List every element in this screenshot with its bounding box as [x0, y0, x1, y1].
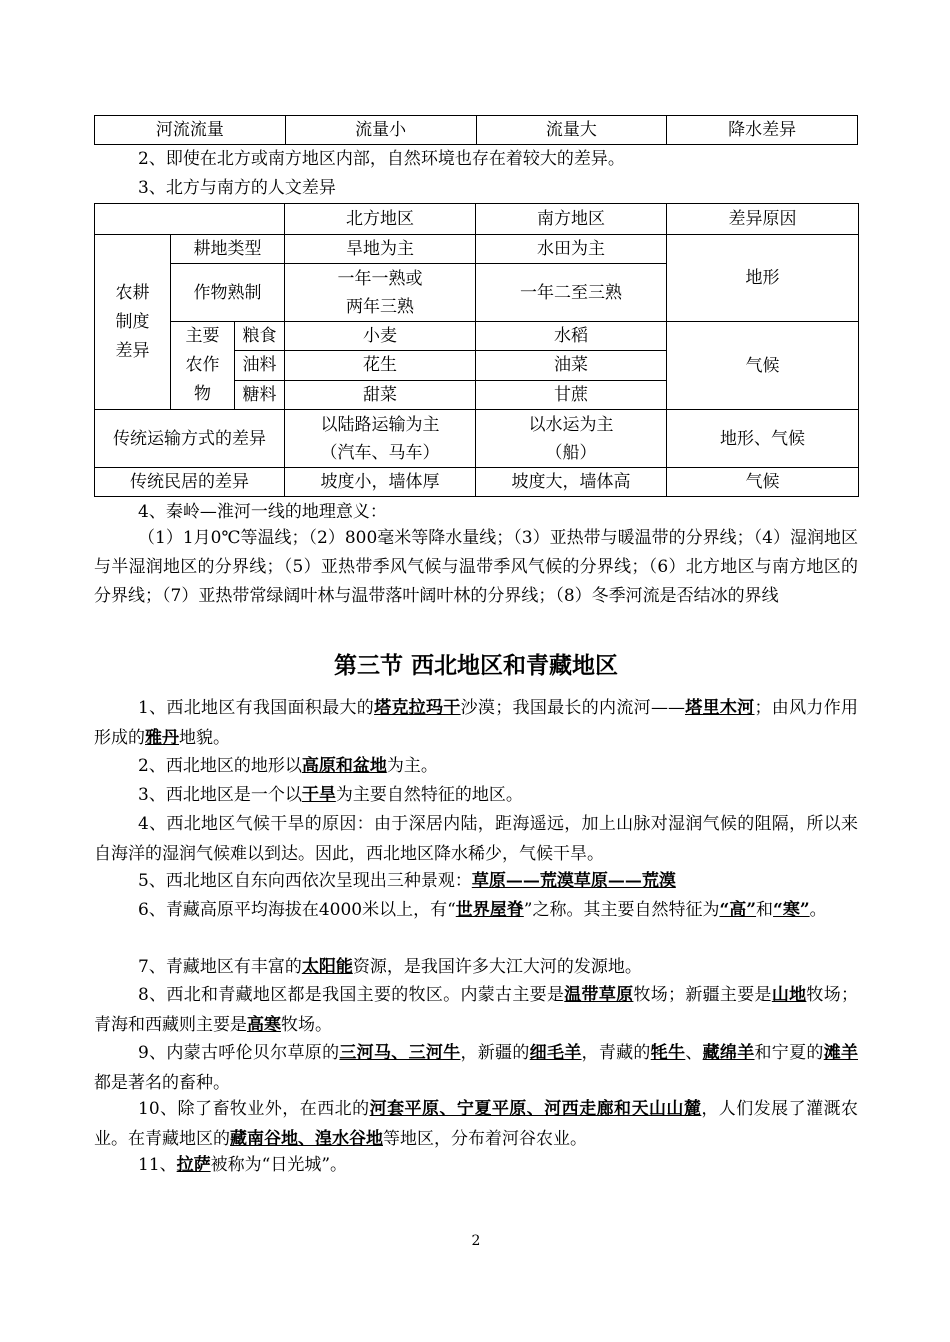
text: 都是著名的畜种。	[94, 1073, 230, 1093]
keyword: 塔克拉玛干	[374, 698, 461, 718]
list-item	[94, 780, 858, 810]
table-cell: 水田为主	[476, 235, 667, 264]
text: 3、西北地区是一个以	[138, 785, 302, 805]
table-cell: 甘蔗	[476, 380, 667, 409]
table-cell: 流量小	[285, 116, 476, 145]
north-south-humanities-table	[94, 203, 859, 497]
keyword: 雅丹	[145, 728, 179, 748]
text: 10、除了畜牧业外，在西北的	[138, 1099, 370, 1119]
river-flow-table	[94, 115, 858, 145]
table-cell: 地形、气候	[667, 410, 859, 468]
table-cell	[285, 410, 476, 468]
table-cell: 地形	[667, 235, 859, 322]
table-cell: 粮食	[235, 322, 285, 351]
text: 6、青藏高原平均海拔在4000米以上，有“	[138, 900, 456, 920]
text: 2、西北地区的地形以	[138, 756, 302, 776]
text: 为主。	[386, 756, 438, 776]
table-row	[95, 322, 859, 351]
keyword: 高寒	[247, 1015, 281, 1035]
text: 牧场；青海和西藏则主要是	[94, 985, 858, 1035]
table-cell: 油料	[235, 351, 285, 380]
table-cell: 耕地类型	[171, 235, 285, 264]
table-cell: 南方地区	[476, 204, 667, 235]
text: 被称为“日光城”。	[210, 1155, 348, 1175]
list-item	[94, 952, 858, 982]
table-cell: 北方地区	[285, 204, 476, 235]
keyword: 藏绵羊	[702, 1043, 755, 1063]
list-item	[94, 1150, 858, 1180]
list-item	[94, 895, 858, 925]
keyword: 温带草原	[564, 985, 634, 1005]
table-cell: 气候	[667, 322, 859, 410]
keyword: 世界屋脊	[455, 900, 524, 920]
text: 等地区，分布着河谷农业。	[383, 1129, 587, 1149]
table-cell: 农耕制度差异	[95, 235, 171, 410]
cell-line: 以水运为主	[528, 414, 614, 435]
table-cell: 流量大	[476, 116, 667, 145]
text: 牧场；新疆主要是	[633, 985, 772, 1005]
text: 8、西北和青藏地区都是我国主要的牧区。内蒙古主要是	[138, 985, 565, 1005]
paragraph: （1）1月0℃等温线；（2）800毫米等降水量线；（3）亚热带与暖温带的分界线；（4）湿润地区与半湿润地区的分界线；（5）亚热带季风气候与温带季风气候的分界线；（6）北方地区与南方地区的分界线；（7）亚热带常绿阔叶林与温带落叶阔叶林的分界线；（8）冬季河流是否结冰的界线	[94, 528, 858, 606]
keyword: 干旱	[301, 785, 336, 805]
table-cell: 甜菜	[285, 380, 476, 409]
table-row	[95, 235, 859, 264]
table-cell: 降水差异	[667, 116, 858, 145]
paragraph: 4、秦岭—淮河一线的地理意义：	[138, 502, 387, 522]
cell-line: 一年一熟或	[337, 268, 423, 289]
table-cell: 油菜	[476, 351, 667, 380]
table-cell: 坡度大，墙体高	[476, 468, 667, 497]
table-cell: 气候	[667, 468, 859, 497]
text: 沙漠；我国最长的内流河——	[460, 698, 685, 718]
keyword: “高”	[719, 900, 757, 920]
table-row	[95, 204, 859, 235]
keyword: 滩羊	[823, 1043, 858, 1063]
table-cell: 传统运输方式的差异	[95, 410, 285, 468]
table-row	[95, 116, 858, 145]
list-item	[94, 1094, 858, 1154]
table-cell: 花生	[285, 351, 476, 380]
table-row	[95, 468, 859, 497]
cell-line: （汽车、马车）	[320, 442, 440, 463]
table-cell	[476, 410, 667, 468]
table-row	[95, 410, 859, 468]
list-item	[94, 751, 858, 781]
table-cell: 糖料	[235, 380, 285, 409]
section-title: 第三节 西北地区和青藏地区	[333, 653, 618, 679]
keyword: 三河马、三河牛	[339, 1043, 461, 1063]
text: 为主要自然特征的地区。	[335, 785, 523, 805]
keyword: 塔里木河	[684, 698, 755, 718]
cell-line: 两年三熟	[346, 296, 415, 317]
table-cell: 水稻	[476, 322, 667, 351]
list-item	[94, 980, 858, 1040]
keyword: 细毛羊	[529, 1043, 582, 1063]
keyword: 牦牛	[650, 1043, 686, 1063]
table-cell: 小麦	[285, 322, 476, 351]
cell-line: （船）	[545, 442, 597, 463]
table-cell: 作物熟制	[171, 264, 285, 322]
paragraph: 2、即使在北方或南方地区内部，自然环境也存在着较大的差异。	[138, 149, 625, 169]
list-item	[94, 866, 858, 896]
list-item	[94, 1038, 858, 1098]
list-item: 4、西北地区气候干旱的原因：由于深居内陆，距海遥远，加上山脉对湿润气候的阻隔，所以来自海洋的湿润气候难以到达。因此，西北地区降水稀少，气候干旱。	[94, 814, 858, 864]
text: 牧场。	[281, 1015, 332, 1035]
paragraph: 3、北方与南方的人文差异	[138, 178, 336, 198]
cell-line: 以陆路运输为主	[320, 414, 440, 435]
page-number: 2	[471, 1233, 481, 1249]
text: 和宁夏的	[754, 1043, 824, 1063]
keyword: 藏南谷地、湟水谷地	[230, 1129, 383, 1149]
table-cell: 一年二至三熟	[476, 264, 667, 322]
text: 5、西北地区自东向西依次呈现出三种景观：	[138, 871, 472, 891]
table-cell: 旱地为主	[285, 235, 476, 264]
keyword: 草原——荒漠草原——荒漠	[471, 871, 676, 891]
text: 9、内蒙古呼伦贝尔草原的	[138, 1043, 340, 1063]
table-cell: 主要农作物	[171, 322, 235, 410]
table-cell: 传统民居的差异	[95, 468, 285, 497]
keyword: 太阳能	[301, 957, 353, 977]
text: ；由风力作用形成的	[94, 698, 859, 748]
table-cell: 坡度小，墙体厚	[285, 468, 476, 497]
table-cell: 差异原因	[667, 204, 859, 235]
text: ”之称。其主要自然特征为	[523, 900, 720, 920]
text: 、	[685, 1043, 703, 1063]
text: 和	[756, 900, 774, 920]
text: 。	[809, 900, 827, 920]
list-item	[94, 693, 858, 753]
keyword: 高原和盆地	[301, 756, 387, 776]
keyword: 拉萨	[176, 1155, 211, 1175]
text: 资源，是我国许多大江大河的发源地。	[352, 957, 642, 977]
table-cell	[285, 264, 476, 322]
table-cell: 河流流量	[95, 116, 286, 145]
text: ，青藏的	[581, 1043, 651, 1063]
table-cell	[95, 204, 285, 235]
keyword: 河套平原、宁夏平原、河西走廊和天山山麓	[369, 1099, 702, 1119]
text: 1、西北地区有我国面积最大的	[138, 698, 375, 718]
text: ，人们发展了灌溉农业。在青藏地区的	[94, 1099, 859, 1149]
keyword: 山地	[771, 985, 807, 1005]
text: 11、	[138, 1155, 177, 1175]
text: 7、青藏地区有丰富的	[138, 957, 302, 977]
text: ，新疆的	[460, 1043, 530, 1063]
keyword: “寒”	[773, 900, 810, 920]
text: 地貌。	[179, 728, 230, 748]
